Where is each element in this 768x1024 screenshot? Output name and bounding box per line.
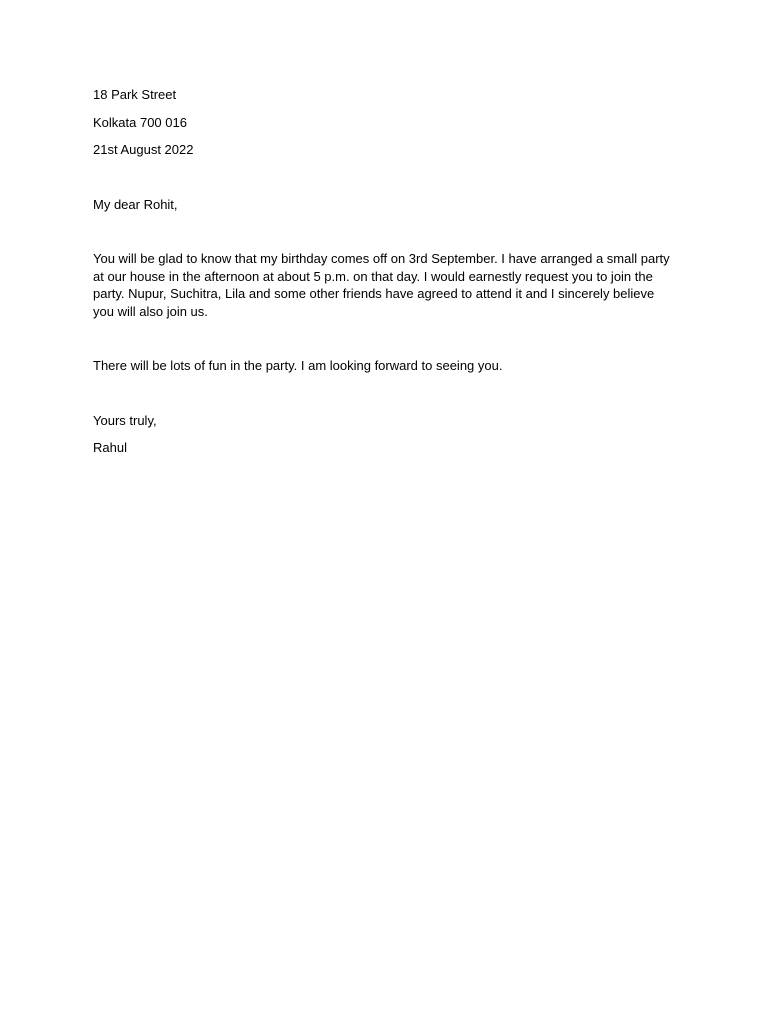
signature: Rahul xyxy=(93,440,127,455)
paragraph-1-line-4: you will also join us. xyxy=(93,303,208,319)
salutation: My dear Rohit, xyxy=(93,196,178,212)
paragraph-2-line-1: There will be lots of fun in the party. I am looking forward to seeing you. xyxy=(93,358,503,373)
closing: Yours truly, xyxy=(93,412,157,428)
letter-date: 21st August 2022 xyxy=(93,142,194,157)
paragraph-1-line-3: party. Nupur, Suchitra, Lila and some other friends have agreed to attend it and I sincerely believe xyxy=(93,286,655,301)
body-paragraph-1 xyxy=(93,250,683,320)
paragraph-1-line-1: You will be glad to know that my birthday comes off on 3rd September. I have arranged a small party xyxy=(93,251,670,266)
letter-body xyxy=(93,86,683,457)
body-paragraph-2 xyxy=(93,357,683,375)
address-city: Kolkata 700 016 xyxy=(93,114,187,130)
paragraph-1-line-2: at our house in the afternoon at about 5 p.m. on that day. I would earnestly request you to join the xyxy=(93,268,653,284)
address-street: 18 Park Street xyxy=(93,87,177,102)
